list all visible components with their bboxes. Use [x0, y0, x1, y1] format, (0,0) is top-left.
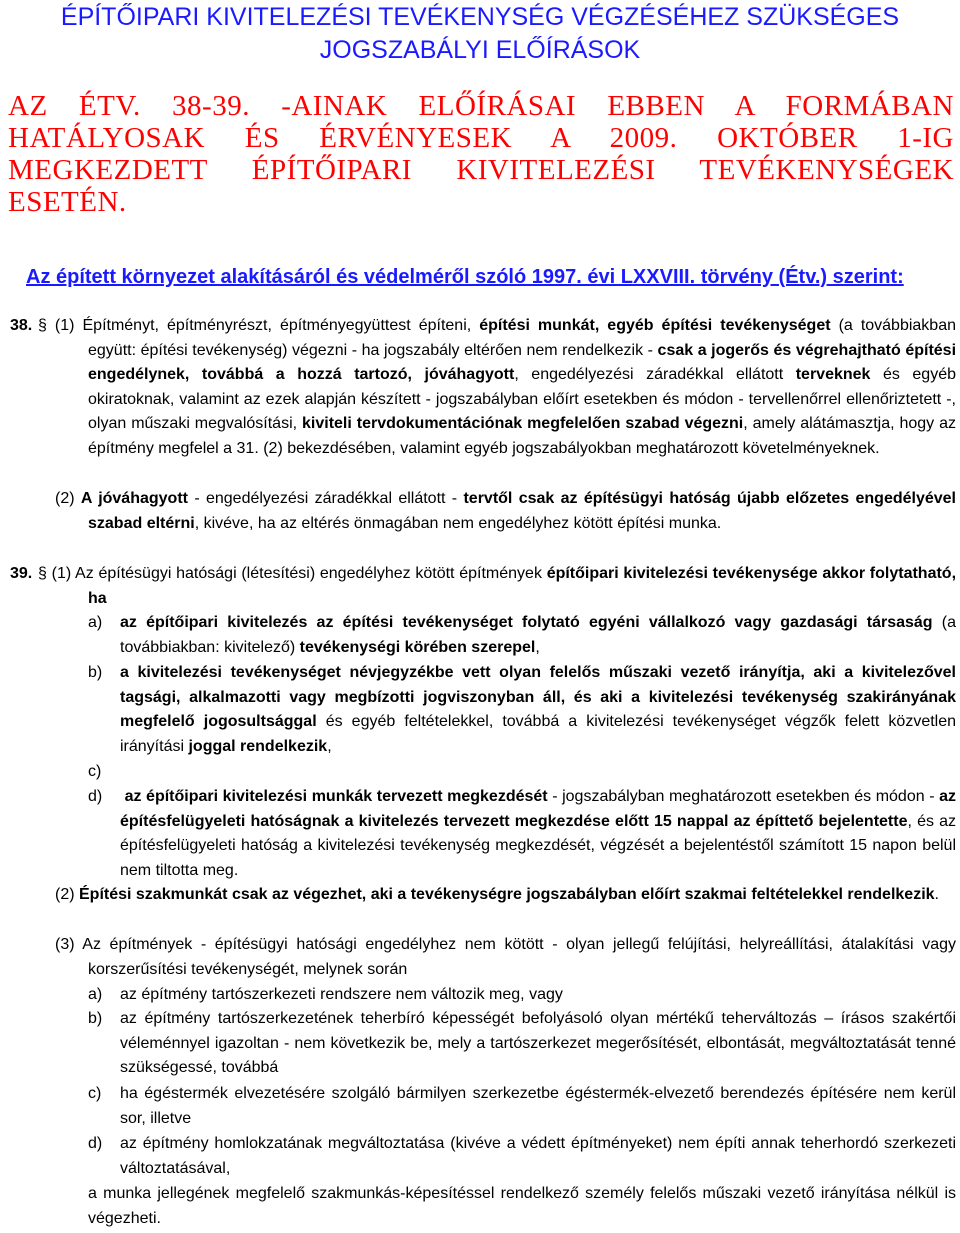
- bold-text: az építőipari kivitelezési munkák tervezett megkezdését: [124, 788, 548, 805]
- notice-line: HATÁLYOSAK ÉS ÉRVÉNYESEK A 2009. OKTÓBER 1-IG: [8, 122, 954, 154]
- bold-text: a kivitelezési tevékenységet névjegyzékbe vett olyan felelős műszaki vezető irányítja, aki a kivitelezővel tagsági, alkalmazotti vagy megbízotti jogviszonyban áll, és aki a kivitelezési tevékenység szakirányának megfelelő jogosultsággal: [120, 664, 956, 731]
- bold-text: Építési szakmunkát csak az végezhet, aki a tevékenységre jogszabályban előírt szakmai feltételekkel rendelkezik: [79, 886, 935, 903]
- text: (1) Az építésügyi hatósági (létesítési) engedélyhez kötött építmények: [51, 565, 547, 582]
- section-39-para-2: [55, 883, 956, 908]
- bold-text: csak a jogerős és végrehajtható építési engedélynek, továbbá a hozzá tartozó, jóváhagyott: [88, 341, 957, 384]
- item-b: [120, 661, 956, 759]
- text: és egyéb feltételekkel, továbbá a kivitelezési tevékenységet végzők felett közvetlen irányítási: [120, 713, 957, 755]
- item-label: a): [88, 986, 103, 1003]
- item-label: d): [88, 788, 103, 805]
- bold-text: A jóváhagyott: [80, 490, 188, 507]
- text: - jogszabályban meghatározott esetekben és módon -: [547, 788, 940, 805]
- text: és egyéb okiratoknak, valamint az ezek alapján készített - jogszabályban előírt esetekben és módon - tervellenőrrel ellenőriztetett -, olyan műszaki megvalósítási,: [88, 366, 956, 433]
- item-3d: az építmény homlokzatának megváltoztatása (kivéve a védett építményeket) nem építi annak teherhordó szerkezeti változtatásával,: [120, 1135, 956, 1177]
- title-line-1: ÉPÍTŐIPARI KIVITELEZÉSI TEVÉKENYSÉG VÉGZÉSÉHEZ SZÜKSÉGES: [60, 3, 900, 31]
- text: (2): [55, 490, 81, 507]
- bold-text: az építésfelügyeleti hatóságnak a kivitelezés tervezett megkezdése előtt 15 nappal az építtető bejelentette: [120, 788, 957, 830]
- text: ,: [327, 737, 332, 755]
- item-a: [120, 611, 956, 660]
- bold-text: joggal rendelkezik: [188, 737, 328, 755]
- item-label: b): [88, 1010, 103, 1027]
- validity-notice: [8, 90, 954, 218]
- bold-text: kiviteli tervdokumentációnak megfelelően szabad végezni: [302, 415, 744, 433]
- law-subtitle: Az épített környezet alakításáról és védelméről szóló 1997. évi LXXVIII. törvény (Étv.) szerint:: [26, 266, 904, 288]
- text: , kivéve, ha az eltérés önmagában nem engedélyhez kötött építési munka.: [194, 514, 722, 532]
- bold-text: tervtől csak az építésügyi hatóság újabb előzetes engedélyével szabad eltérni: [88, 490, 956, 532]
- bold-text: építési munkát, egyéb építési tevékenységet: [479, 317, 831, 334]
- text: , és az építésfelügyeleti hatóság a kivitelezési tevékenység megkezdését, végzését a bejelentéstől számított 15 napon belül nem tiltotta meg.: [120, 812, 957, 879]
- text: - engedélyezési záradékkal ellátott -: [187, 490, 464, 507]
- text: .: [934, 886, 939, 903]
- section-39-para-3: (3) Az építmények - építésügyi hatósági engedélyhez nem kötött - olyan jellegű felújítási, helyreállítási, átalakítási vagy korszerűsítési tevékenységét, melynek során: [55, 936, 956, 978]
- item-label: d): [88, 1135, 103, 1152]
- text: ,: [535, 638, 540, 656]
- bold-text: tevékenységi körében szerepel: [299, 638, 536, 656]
- text: , amely alátámasztja, hogy az építmény megfelel a 31. (2) bekezdésében, valamint egyéb jogszabályokban meghatározott követelményeknek.: [88, 415, 957, 457]
- item-label: c): [88, 1085, 102, 1102]
- bold-text: terveknek: [795, 366, 871, 384]
- notice-line: AZ ÉTV. 38-39. -AINAK ELŐÍRÁSAI EBBEN A FORMÁBAN: [8, 90, 954, 122]
- item-3c: ha égéstermék elvezetésére szolgáló bármilyen szerkezetbe égéstermék-elvezető berendezés építésére nem kerül sor, illetve: [120, 1085, 956, 1127]
- item-label: c): [88, 763, 102, 780]
- bold-text: építőipari kivitelezési tevékenysége akkor folytatható, ha: [88, 565, 957, 607]
- section-sign: §: [38, 565, 52, 582]
- section-number: 39.: [10, 565, 33, 582]
- item-label: b): [88, 664, 103, 681]
- item-label: a): [88, 614, 103, 631]
- title-line-2: JOGSZABÁLYI ELŐÍRÁSOK: [319, 36, 641, 64]
- section-38-para-2: [55, 487, 956, 536]
- item-3a: az építmény tartószerkezeti rendszere nem változik meg, vagy: [120, 986, 563, 1003]
- section-number: 38.: [10, 317, 33, 334]
- notice-line: ESETÉN.: [8, 186, 127, 218]
- item-3b: az építmény tartószerkezetének teherbíró képességét befolyásoló olyan mértékű teherváltozás – írásos szakértői véleménnyel igazoltan - nem következik be, mely a tartószerkezet megerősítését, elbontását, megváltoztatását tenné szükségessé, továbbá: [120, 1010, 956, 1077]
- text: (2): [55, 886, 79, 903]
- notice-line: MEGKEZDETT ÉPÍTŐIPARI KIVITELEZÉSI TEVÉKENYSÉGEK: [8, 154, 954, 186]
- text: , engedélyezési záradékkal ellátott: [514, 366, 796, 384]
- text: (1) Építményt, építményrészt, építményegyüttest építeni,: [54, 317, 480, 334]
- section-38-para-1: [38, 314, 956, 462]
- section-39-para-1: [38, 562, 956, 611]
- text: (a továbbiakban együtt: építési tevékenység) végezni - ha jogszabály eltérően nem rendelkezik -: [88, 317, 956, 359]
- bold-text: az építőipari kivitelezés az építési tevékenységet folytató egyéni vállalkozó vagy gazdasági társaság: [120, 614, 933, 631]
- text: (a továbbiakban: kivitelező): [120, 614, 956, 656]
- section-39-para-3-end: a munka jellegének megfelelő szakmunkás-képesítéssel rendelkező személy felelős műszaki vezető irányítása nélkül is végezheti.: [88, 1185, 956, 1227]
- section-sign: §: [38, 317, 55, 334]
- item-d: [120, 785, 956, 883]
